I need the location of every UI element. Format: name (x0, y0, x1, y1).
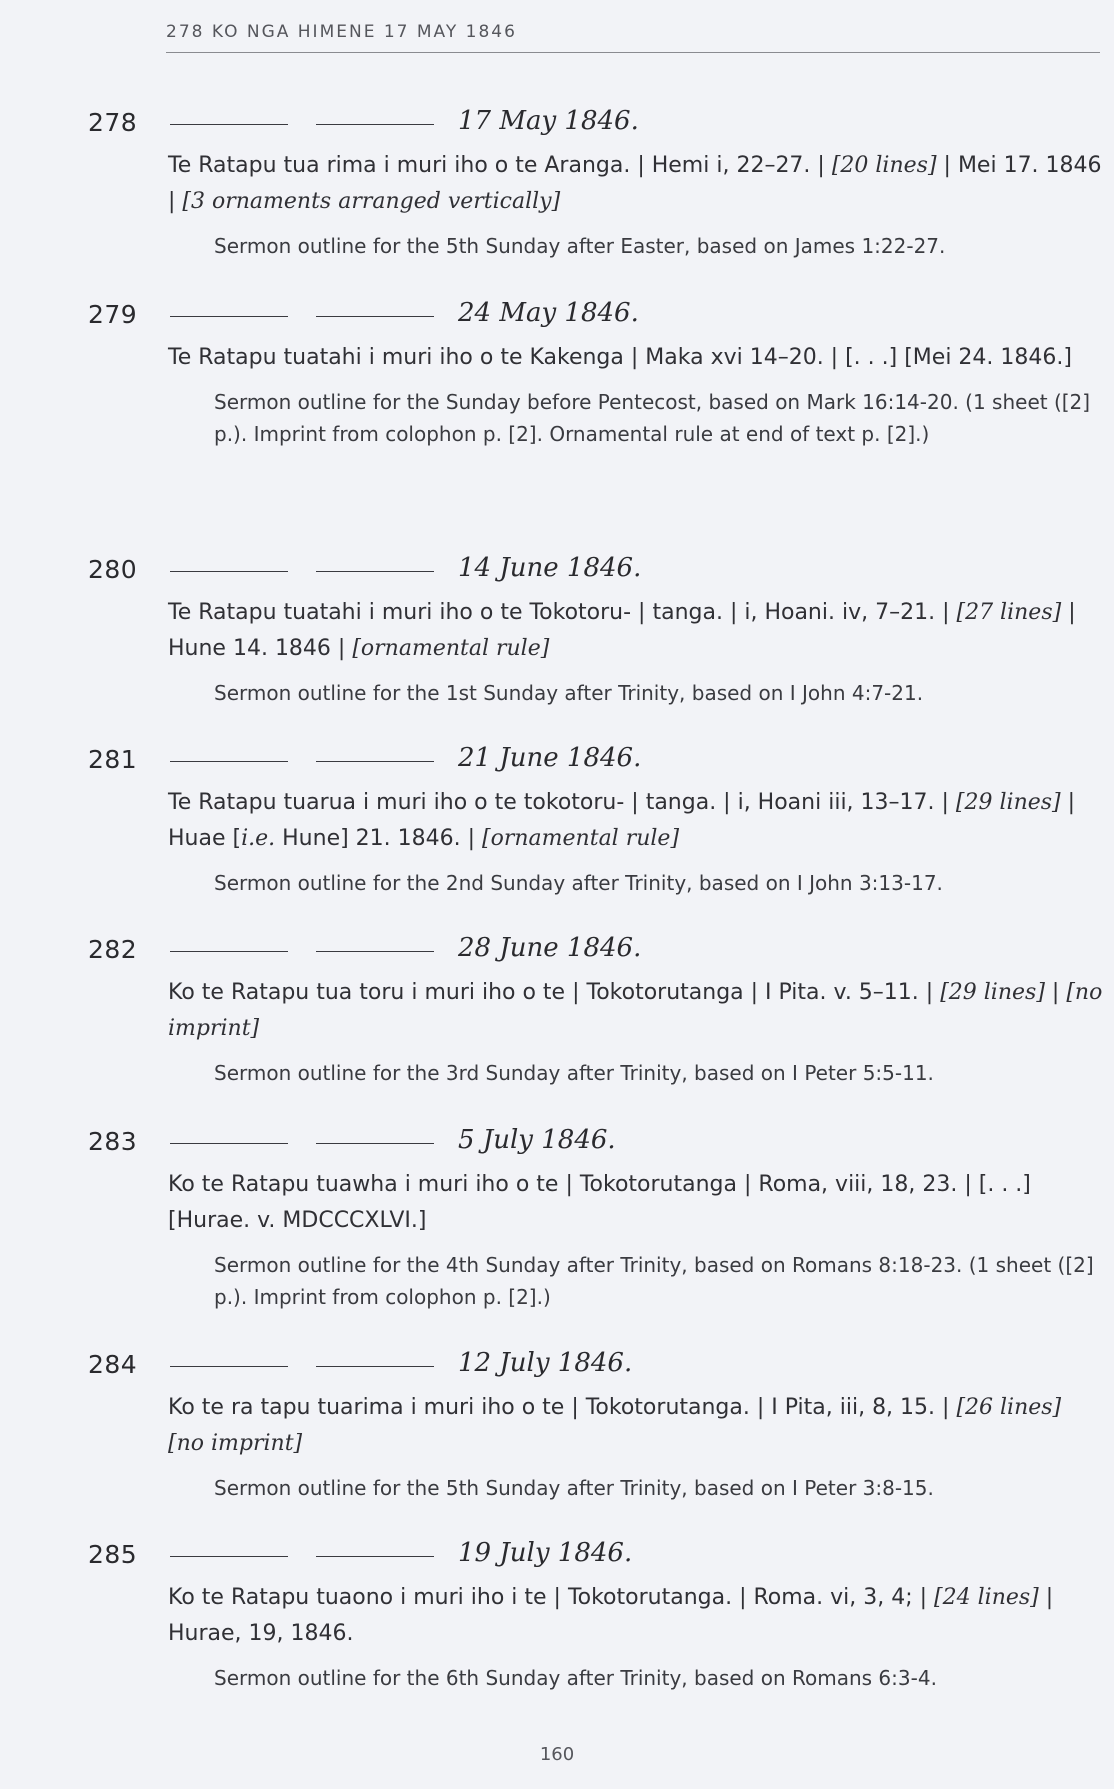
entry-note: Sermon outline for the 5th Sunday after Trinity, based on I Peter 3:8-15. (214, 1476, 934, 1500)
entry-note: Sermon outline for the 4th Sunday after Trinity, based on Romans 8:18-23. (1 sheet ([2] p.). Imprint from colophon p. [2].) (214, 1253, 1094, 1309)
title-part: Te Ratapu tuatahi i muri iho o te Tokotoru- | tanga. | i, Hoani. iv, 7–21. | (168, 600, 957, 625)
blank-title-rule (316, 316, 434, 317)
title-part: Hune] 21. 1846. | (275, 826, 483, 851)
blank-author-rule (170, 951, 288, 952)
entry-number: 280 (88, 555, 138, 584)
running-head: 278 KO NGA HIMENE 17 MAY 1846 (166, 22, 1100, 53)
entry-note: Sermon outline for the 1st Sunday after Trinity, based on I John 4:7-21. (214, 681, 924, 705)
title-part-italic: i.e. (241, 826, 276, 851)
page-number: 160 (539, 1744, 575, 1765)
catalogue-entry (88, 1127, 1108, 1313)
entry-heading (88, 555, 1108, 585)
entry-transcription (168, 148, 1103, 220)
title-part: Ko te Ratapu tuaono i muri iho i te | Tokotorutanga. | Roma. vi, 3, 4; | (168, 1585, 935, 1610)
entry-date: 17 May 1846. (458, 106, 639, 136)
blank-author-rule (170, 316, 288, 317)
entry-number: 284 (88, 1350, 138, 1379)
title-part: | Mei 17. 1846 | (168, 153, 1102, 214)
title-part-italic: [20 lines] (831, 153, 937, 178)
title-part-italic: [26 lines] (956, 1395, 1062, 1420)
entry-heading (88, 935, 1108, 965)
catalogue-entry (88, 555, 1108, 709)
entry-heading (88, 1540, 1108, 1570)
entry-date: 24 May 1846. (458, 298, 639, 328)
entry-note: Sermon outline for the 5th Sunday after Easter, based on James 1:22-27. (214, 234, 946, 258)
blank-author-rule (170, 1143, 288, 1144)
entry-date: 21 June 1846. (458, 743, 642, 773)
entry-date: 28 June 1846. (458, 933, 642, 963)
title-part: Ko te Ratapu tuawha i muri iho o te | Tokotorutanga | Roma, viii, 18, 23. | [. . .] [Hurae. v. MDCCCXLVI.] (168, 1172, 1031, 1233)
catalogue-entry (88, 1350, 1108, 1504)
entry-heading (88, 1127, 1108, 1157)
catalogue-entry (88, 108, 1108, 262)
title-part-italic: [27 lines] (956, 600, 1062, 625)
title-part-italic: [29 lines] (940, 980, 1045, 1005)
title-part: Te Ratapu tuarua i muri iho o te tokotoru- | tanga. | i, Hoani iii, 13–17. | (168, 790, 956, 815)
entry-note: Sermon outline for the 2nd Sunday after Trinity, based on I John 3:13-17. (214, 871, 943, 895)
blank-author-rule (170, 1366, 288, 1367)
blank-title-rule (316, 124, 434, 125)
title-part-italic: [24 lines] (934, 1585, 1039, 1610)
entry-note: Sermon outline for the Sunday before Pentecost, based on Mark 16:14-20. (1 sheet ([2] p.). Imprint from colophon p. [2]. Ornamental rule at end of text p. [2].) (214, 390, 1091, 446)
title-part: | Hune 14. 1846 | (168, 600, 1076, 661)
entry-heading (88, 745, 1108, 775)
catalogue-entry (88, 300, 1108, 450)
entry-transcription (168, 1580, 1103, 1652)
entry-transcription (168, 1390, 1103, 1462)
entry-number: 283 (88, 1127, 138, 1156)
entry-heading (88, 1350, 1108, 1380)
entry-note: Sermon outline for the 6th Sunday after Trinity, based on Romans 6:3-4. (214, 1666, 937, 1690)
blank-title-rule (316, 761, 434, 762)
blank-author-rule (170, 124, 288, 125)
title-part: | (1044, 980, 1067, 1005)
title-part: Te Ratapu tua rima i muri iho o te Aranga. | Hemi i, 22–27. | (168, 153, 832, 178)
entry-note: Sermon outline for the 3rd Sunday after Trinity, based on I Peter 5:5-11. (214, 1061, 934, 1085)
entry-transcription (168, 595, 1103, 667)
entry-number: 281 (88, 745, 138, 774)
title-part: | Huae [ (168, 790, 1076, 851)
entry-number: 282 (88, 935, 138, 964)
blank-author-rule (170, 761, 288, 762)
entry-date: 12 July 1846. (458, 1348, 633, 1378)
catalogue-entry (88, 745, 1108, 899)
blank-title-rule (316, 571, 434, 572)
entry-date: 5 July 1846. (458, 1125, 616, 1155)
blank-title-rule (316, 1143, 434, 1144)
entry-heading (88, 108, 1108, 138)
blank-author-rule (170, 1556, 288, 1557)
entry-number: 279 (88, 300, 138, 329)
blank-title-rule (316, 1556, 434, 1557)
title-part-italic: [no imprint] (168, 1431, 303, 1456)
entry-heading (88, 300, 1108, 330)
entry-number: 278 (88, 108, 138, 137)
catalogue-entry (88, 1540, 1108, 1694)
title-part-italic: [no imprint] (168, 980, 1103, 1041)
blank-title-rule (316, 1366, 434, 1367)
title-part-italic: [3 ornaments arranged vertically] (182, 189, 561, 214)
blank-author-rule (170, 571, 288, 572)
title-part: Ko te Ratapu tua toru i muri iho o te | Tokotorutanga | I Pita. v. 5–11. | (168, 980, 941, 1005)
title-part-italic: [ornamental rule] (482, 826, 680, 851)
title-part-italic: [ornamental rule] (352, 636, 550, 661)
title-part: | Hurae, 19, 1846. (168, 1585, 1054, 1646)
catalogue-entry (88, 935, 1108, 1089)
title-part: Ko te ra tapu tuarima i muri iho o te | Tokotorutanga. | I Pita, iii, 8, 15. | (168, 1395, 957, 1420)
entry-transcription (168, 1167, 1103, 1239)
entry-transcription (168, 975, 1103, 1047)
entry-transcription (168, 785, 1103, 857)
entry-date: 14 June 1846. (458, 553, 642, 583)
entry-number: 285 (88, 1540, 138, 1569)
entry-transcription (168, 340, 1103, 376)
blank-title-rule (316, 951, 434, 952)
entry-date: 19 July 1846. (458, 1538, 633, 1568)
title-part-italic: [29 lines] (955, 790, 1061, 815)
title-part: Te Ratapu tuatahi i muri iho o te Kakenga | Maka xvi 14–20. | [. . .] [Mei 24. 1846.] (168, 345, 1072, 370)
